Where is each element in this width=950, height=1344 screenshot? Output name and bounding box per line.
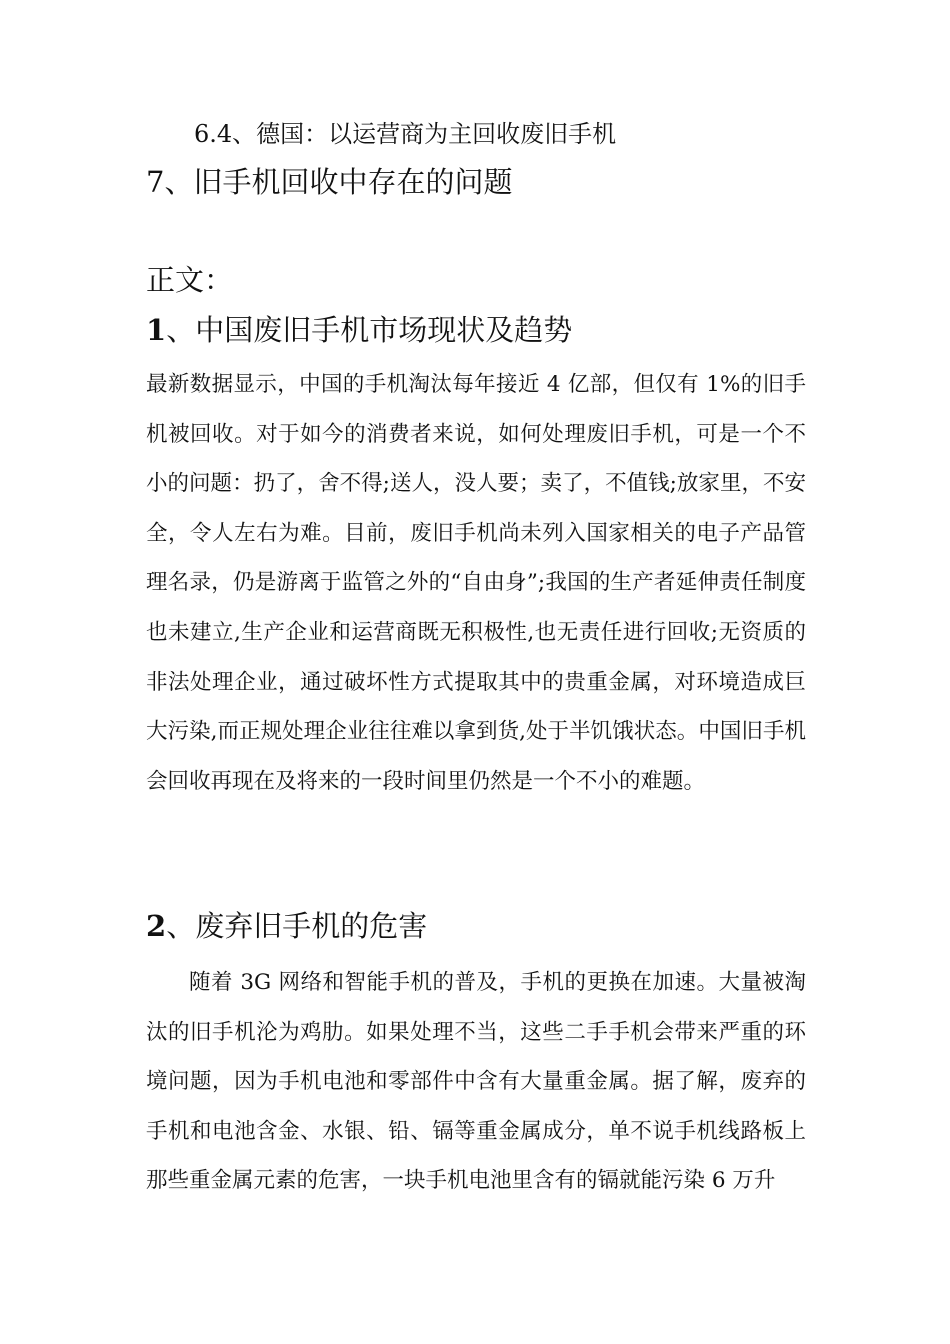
section-1-paragraph: 最新数据显示，中国的手机淘汰每年接近 4 亿部，但仅有 1%的旧手机被回收。对于如今的消费者来说，如何处理废旧手机，可是一个不小的问题：扔了，舍不得;送人，没人要；卖了，不值钱;放家里，不安全，令人左右为难。目前，废旧手机尚未列入国家相关的电子产品管理名录，仍是游离于监管之外的“自由身”;我国的生产者延伸责任制度也未建立,生产企业和运营商既无积极性,也无责任进行回收;无资质的非法处理企业，通过破坏性方式提取其中的贵重金属，对环境造成巨大污染,而正规处理企业往往难以拿到货,处于半饥饿状态。中国旧手机会回收再现在及将来的一段时间里仍然是一个不小的难题。 (146, 372, 806, 794)
section-2-paragraph: 随着 3G 网络和智能手机的普及，手机的更换在加速。大量被淘汰的旧手机沦为鸡肋。如果处理不当，这些二手手机会带来严重的环境问题，因为手机电池和零部件中含有大量重金属。据了解，废弃的手机和电池含金、水银、铅、镉等重金属成分，单不说手机线路板上那些重金属元素的危害，一块手机电池里含有的镉就能污染 6 万升 (146, 970, 806, 1194)
toc-item-7: 7、旧手机回收中存在的问题 (146, 165, 513, 199)
section-1-title: 、中国废旧手机市场现状及趋势 (166, 313, 573, 347)
section-1-number: 1 (146, 313, 167, 347)
section-1-heading (146, 308, 572, 352)
toc-item-6-4: 6.4、德国：以运营商为主回收废旧手机 (194, 120, 617, 148)
section-2-title: 、废弃旧手机的危害 (166, 909, 428, 943)
section-2-heading (146, 904, 427, 948)
body-label: 正文： (146, 263, 234, 297)
section-2-number: 2 (146, 909, 167, 943)
